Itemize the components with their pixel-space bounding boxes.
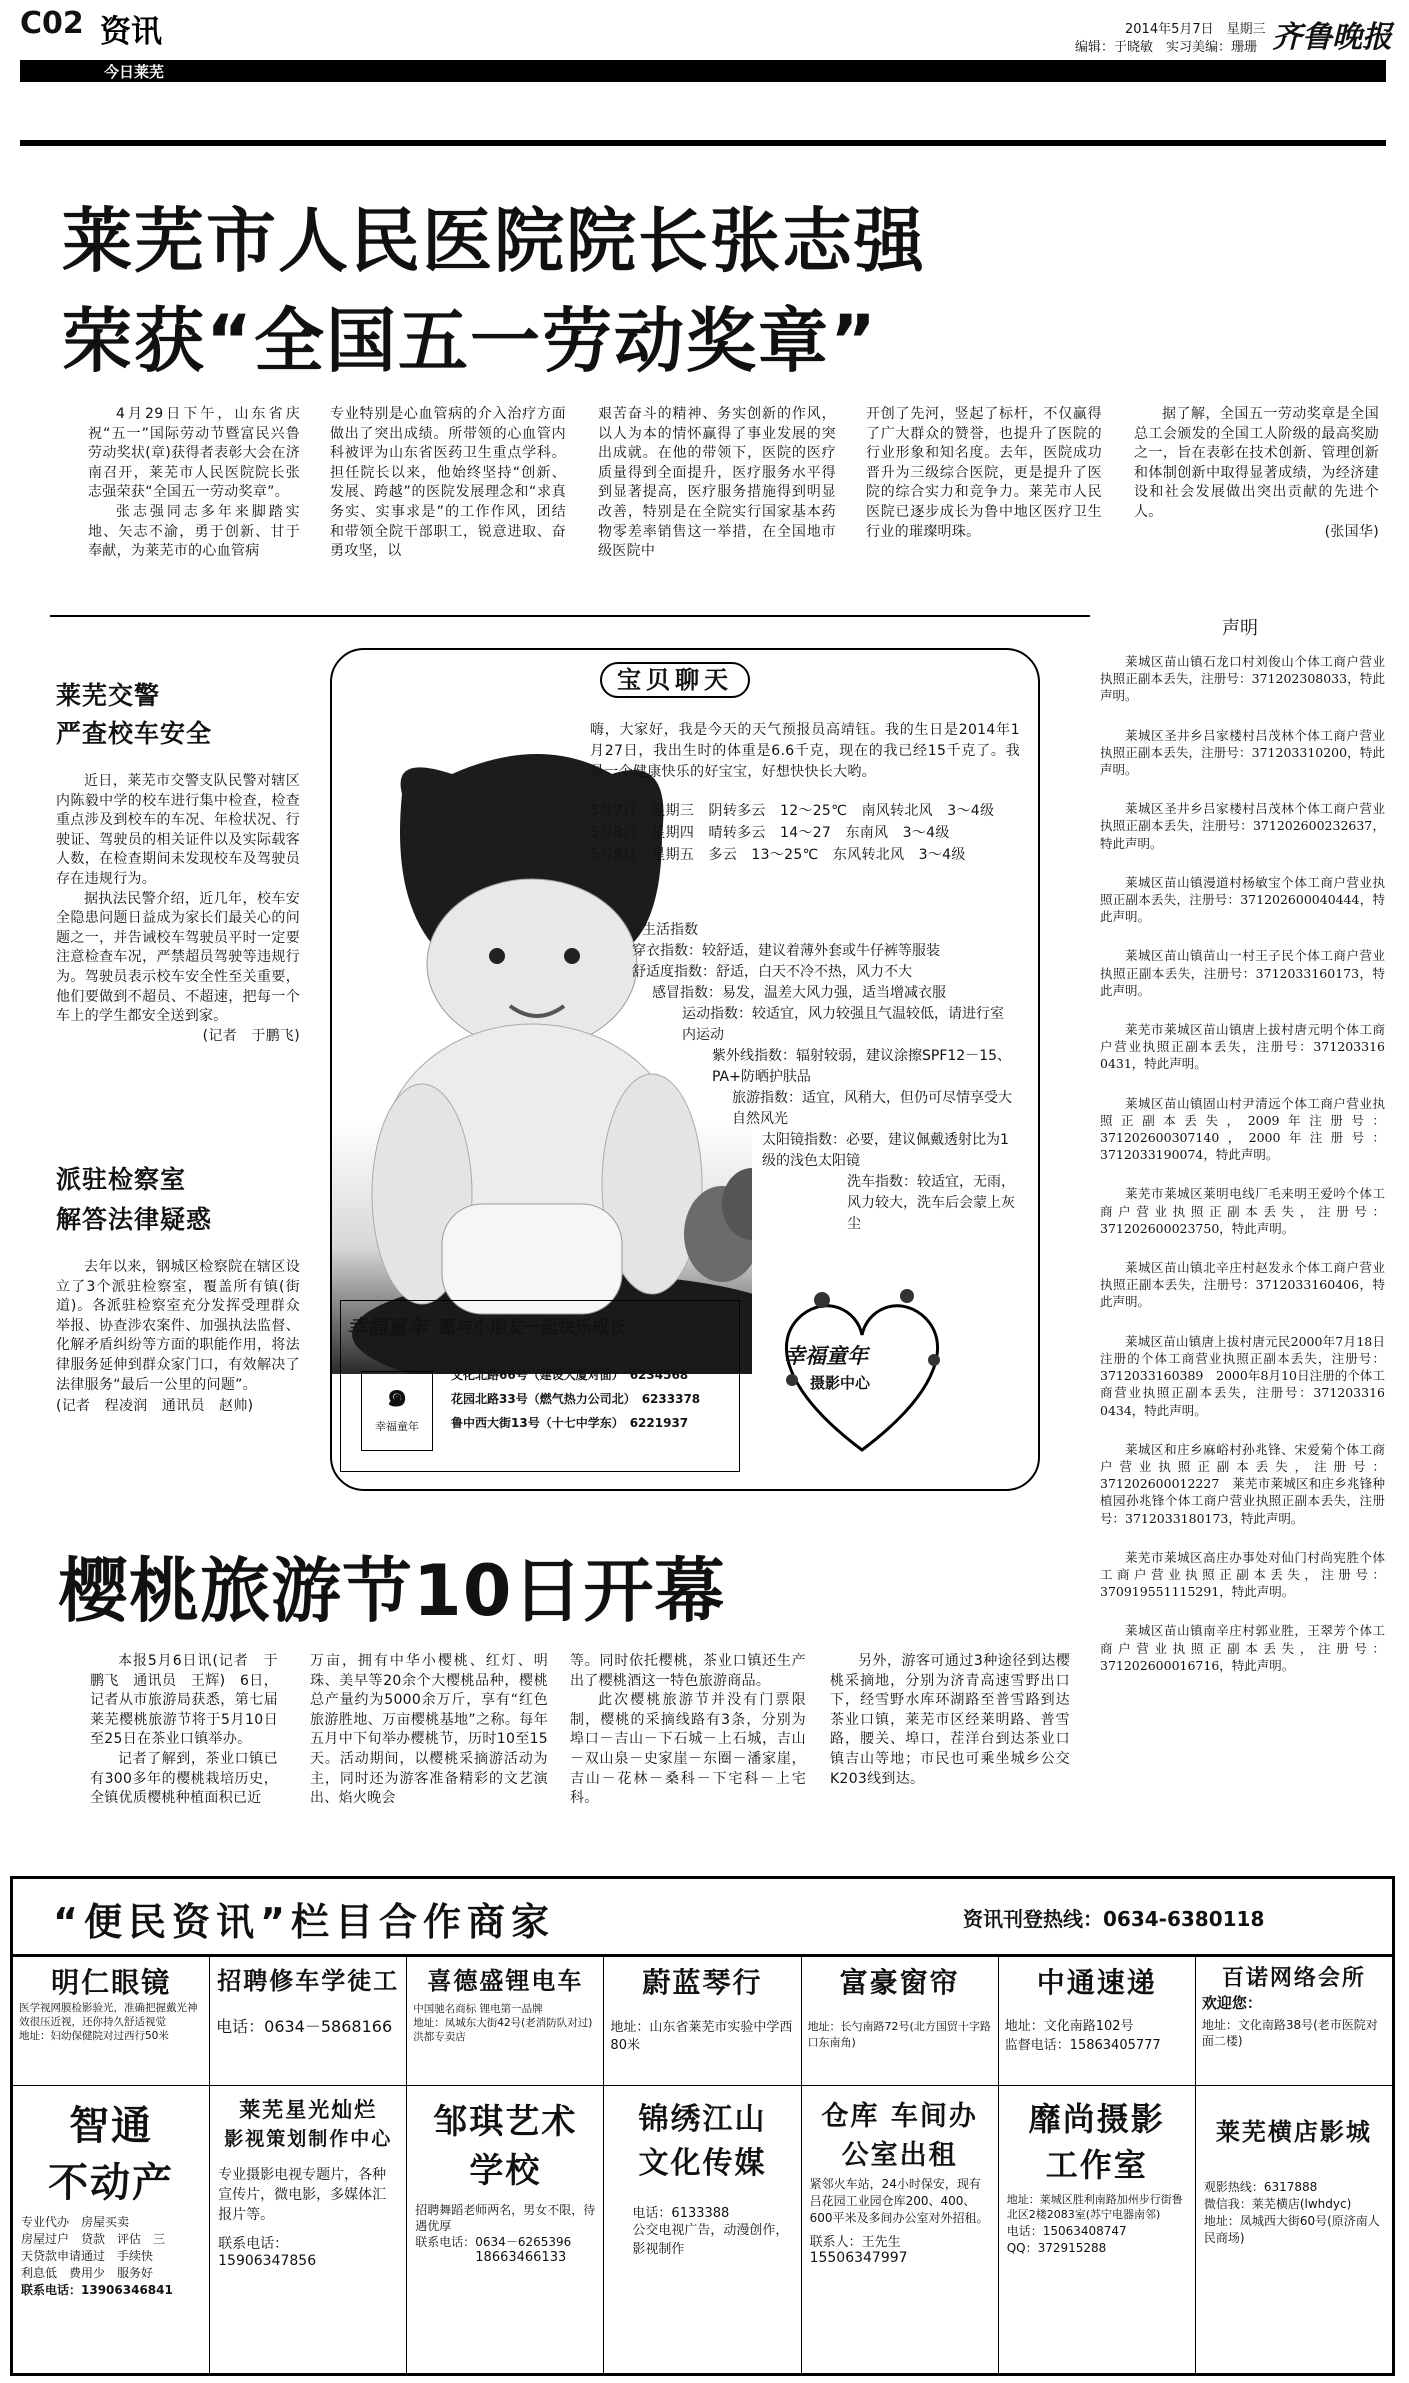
indices-title: 生活指数 — [642, 922, 698, 938]
byline: (记者 于鹏飞) — [202, 1027, 300, 1044]
notice-item: 莱芜市莱城区苗山镇唐上拔村唐元明个体工商户营业执照正副本丢失，注册号：371203316​0431，特此声明。 — [1100, 1022, 1385, 1072]
index-line: 感冒指数：易发，温差大风力强，适当增减衣服 — [652, 985, 946, 1001]
story-column-3: 等。同时依托樱桃，茶业口镇还生产出了樱桃酒这一特色旅游商品。 此次樱桃旅游节并没有门票限制，樱桃的采摘线路有3条，分别为埠口－吉山－下石城－上石城，吉山－双山泉－史家崖－东圈－潘家崖，吉山－花林－桑科－下宅科－上宅科。 — [570, 1653, 806, 1807]
notice-item: 莱城区苗山镇苗山一村王子民个体工商户营业执照正副本丢失，注册号：371203316​0173，特此声明。 — [1100, 948, 1385, 998]
weather-day: 5月8日 星期四 晴转多云 14～27 东南风 3～4级 — [590, 825, 950, 841]
notices-body — [1100, 653, 1385, 1837]
story-title: 莱芜交警 — [56, 681, 161, 710]
index-line: 太阳镜指数：必要，建议佩戴透射比为1级的浅色太阳镜 — [762, 1132, 1009, 1169]
ads-header: “便民资讯”栏目合作商家 — [53, 1900, 555, 1944]
ad-logo — [361, 1371, 433, 1451]
heart-icon — [762, 1270, 962, 1470]
photo-studio-ad — [340, 1300, 740, 1472]
notice-item: 莱城区苗山镇石龙口村刘俊山个体工商户营业执照正副本丢失，注册号：371202308033，特此声明。 — [1100, 654, 1385, 704]
notice-item: 莱城区圣井乡吕家楼村吕茂林个体工商户营业执照正副本丢失，注册号：3712026002326​37，特此声明。 — [1100, 801, 1385, 851]
notice-item: 莱城区圣井乡吕家楼村吕茂林个体工商户营业执照正副本丢失，注册号：371203310200，特此声明。 — [1100, 727, 1385, 778]
story-column-2: 专业特别是心血管病的介入治疗方面做出了突出成绩。所带领的心血管内科被评为山东省医药卫生重点学科。担任院长以来，他始终坚持“创新、发展、跨越”的医院发展理念和“求真务实、实事求是”的工作作风，团结和带领全院干部职工，锐意进取、奋勇攻坚，以 — [330, 406, 566, 560]
ad-bainuo: 百诺网络会所 欢迎您： 地址：文化南路38号(老市医院对面二楼) — [1201, 1966, 1378, 2048]
notice-item: 莱城区苗山镇唐上拔村唐元民2000年7月18日注册的个体工商营业执照正副本丢失，注册号：371203316​0389 2000年8月10日注册的个体工商营业执照正副本丢失，注册号：371203316​0434，特此声明。 — [1100, 1333, 1385, 1418]
notices-title: 声明 — [1222, 618, 1258, 639]
story-column-1: 4月29日下午，山东省庆祝“五一”国际劳动节暨富民兴鲁劳动奖状(章)获得者表彰大会在济南召开，莱芜市人民医院院长张志强荣获“全国五一劳动奖章”。 张志强同志多年来脚踏实地、矢志不渝，勇于创新、甘于奉献，为莱芜市的心血管病 — [88, 406, 300, 560]
page-number: C02 — [20, 6, 84, 41]
notice-item: 莱城区和庄乡麻峪村孙兆锋、宋爱菊个体工商户营业执照正副本丢失，注册号：371202600012227 莱芜市莱城区和庄乡兆锋种植园孙兆锋个体工商户营业执照正副本丢失，注册号：371203318​0173，特此声明。 — [1100, 1441, 1385, 1526]
ad-warehouse: 仓库 车间办 公室出租 紧邻火车站，24小时保安，现有吕花园工业园仓库200、400、600平米及多间办公室对外招租。 联系人：王先生 15506347997 — [802, 2086, 999, 2374]
ad-xidesheng: 喜德盛锂电车 中国驰名商标 锂电第一品牌 地址：凤城东大街42号(老消防队对过)洪都专卖店 — [407, 1955, 604, 2085]
ad-brand: 幸福童年 — [347, 1315, 427, 1339]
logo-mark: ๑ — [386, 1375, 408, 1415]
notice-item: 莱芜市莱城区莱明电线厂毛来明王爱吟个体工商户营业执照正副本丢失，注册号：371202600023750，特此声明。 — [1100, 1186, 1385, 1236]
ads-hotline: 资讯刊登热线：0634-6380118 — [963, 1907, 1265, 1931]
story-column-5: 据了解，全国五一劳动奖章是全国总工会颁发的全国工人阶级的最高奖励之一，旨在表彰在技术创新、管理创新和体制创新中取得显著成绩，为经济建设和社会发展做出突出贡献的先进个人。 (张国华) — [1134, 405, 1379, 595]
notice-item: 莱城区苗山镇固山村尹清远个体工商户营业执照正副本丢失，2009年注册号：371202600307140，2000年注册号：371203319​0074，特此声明。 — [1100, 1095, 1385, 1163]
logo-text: 幸福童年 — [375, 1420, 419, 1433]
notice-item: 莱城区苗山镇北辛庄村赵发永个体工商户营业执照正副本丢失，注册号：371203316​0406，特此声明。 — [1100, 1260, 1385, 1310]
ad-jinxiu: 锦绣江山 文化传媒 电话：6133388 公交电视广告，动漫创作，影视制作 — [604, 2086, 801, 2374]
rule — [20, 140, 1386, 146]
story-subtitle: 解答法律疑惑 — [56, 1205, 213, 1234]
story-column-4: 另外，游客可通过3种途径到达樱桃采摘地，分别为济青高速雪野出口下，经雪野水库环湖路至普雪路到达茶业口镇，莱芜市区经莱明路、普雪路，腰关、埠口，茬洋台到达茶业口镇吉山等地；市民也可乘坐城乡公交K203线到达。 — [830, 1653, 1070, 1787]
ad-mishang: 靡尚摄影 工作室 地址：莱城区胜利南路加州步行街鲁北区2楼2083室(苏宁电器南邻) 电话：15063408747 QQ：372915288 — [999, 2086, 1196, 2374]
ad-apprentice: 招聘修车学徒工 电话：0634－5868166 — [210, 1955, 407, 2085]
subsection-label: 今日莱芜 — [104, 63, 165, 81]
baby-chat-title: 宝贝聊天 — [600, 662, 750, 698]
story-subtitle: 严查校车安全 — [56, 719, 213, 748]
headline-line-1: 莱芜市人民医院院长张志强 — [62, 200, 926, 282]
ad-addresses: 文化北路66号（建设大厦对面） 6234568 花园北路33号（燃气热力公司北） 6233378 鲁中西大街13号（十七中学东） 6221937 — [451, 1368, 701, 1430]
index-line: 洗车指数：较适宜，无雨，风力较大，洗车后会蒙上灰尘 — [847, 1174, 1015, 1232]
notice-item: 莱芜市莱城区高庄办事处对仙门村尚宪胜个体工商户营业执照正副本丢失，注册号：370919551115291，特此声明。 — [1100, 1549, 1385, 1600]
headline-line-2: 荣获“全国五一劳动奖章” — [62, 300, 879, 382]
ads-row-1 — [13, 1955, 1392, 2085]
section-label: 资讯 — [100, 14, 162, 50]
story-column-3: 艰苦奋斗的精神、务实创新的作风，以人为本的情怀赢得了事业发展的突出成就。在他的带领下，医院的医疗质量得到全面提升，医疗服务水平得到显著提高，医疗服务措施得到明显改善，特别是在全院实行国家基本药物零差率销售这一举措，在全国地市级医院中 — [598, 406, 836, 560]
byline: (张国华) — [1324, 523, 1379, 540]
weather-forecast — [590, 800, 1020, 910]
heart-logo — [762, 1270, 962, 1470]
index-line: 舒适度指数：舒适，白天不冷不热，风力不大 — [632, 964, 912, 980]
ad-xingguang: 莱芜星光灿烂 影视策划制作中心 专业摄影电视专题片，各种宣传片，微电影，多媒体汇报片等。 联系电话： 15906347856 — [210, 2086, 407, 2374]
ad-mingren: 明仁眼镜 医学视网膜检影验光，准确把握戴光神效很压近视，还你持久舒适视觉 地址：妇幼保健院对过西行50米 — [13, 1955, 210, 2085]
index-line: 紫外线指数：辐射较弱，建议涂擦SPF12－15、PA+防晒护肤品 — [712, 1048, 1012, 1085]
subsection-bar — [20, 60, 1386, 82]
divider — [50, 615, 1090, 617]
story-body: 近日，莱芜市交警支队民警对辖区内陈毅中学的校车进行集中检查，检查重点涉及到校车的车况、年检状况、行驶证、驾驶员的相关证件以及实际载客人数，在检查期间未发现校车及驾驶员存在违规行为。 据执法民警介绍，近几年，校车安全隐患问题日益成为家长们最关心的问题之一，并告诫校车驾驶员平时一定要注意检查车况，严禁超员驾驶等违规行为。驾驶员表示校车安全性至关重要，他们要做到不超员、不超速，把每一个车上的学生都安全送到家。 (记者 于鹏飞) — [56, 772, 300, 1112]
newspaper-logo: 齐鲁晚报 — [1272, 20, 1392, 55]
index-line: 运动指数：较适宜，风力较强且气温较低，请进行室内运动 — [682, 1006, 1004, 1043]
weather-day: 5月9日 星期五 多云 13～25℃ 东风转北风 3～4级 — [590, 847, 966, 863]
heart-sub: 摄影中心 — [810, 1374, 871, 1392]
life-indices — [582, 920, 1017, 1260]
ads-row-2 — [13, 2086, 1392, 2374]
issue-date: 2014年5月7日 星期三 — [1125, 22, 1266, 37]
ad-zouqi: 邹琪艺术 学校 招聘舞蹈老师两名，男女不限，待遇优厚 联系电话：0634－6265396 18663466133 — [407, 2086, 604, 2374]
notice-item: 莱城区苗山镇南辛庄村郭业胜，王翠芳个体工商户营业执照正副本丢失，注册号：371202600016716，特此声明。 — [1100, 1623, 1385, 1673]
heart-brand: 幸福童年 — [784, 1344, 868, 1368]
story-body: 去年以来，钢城区检察院在辖区设立了3个派驻检察室，覆盖所有镇(街道)。各派驻检察室充分发挥受理群众举报、协查涉农案件、加强执法监督、化解矛盾纠纷等方面的职能作用，将法律服务延伸到群众家门口，有效解决了法律服务“最后一公里的问题”。 (记者 程凌润 通讯员 赵帅) — [56, 1258, 300, 1488]
notice-item: 莱城区苗山镇漫道村杨敏宝个体工商户营业执照正副本丢失，注册号：371202600040444，特此声明。 — [1100, 874, 1385, 925]
story-title: 派驻检察室 — [56, 1165, 187, 1194]
baby-intro: 嗨，大家好，我是今天的天气预报员高靖钰。我的生日是2014年1月27日，我出生时的体重是6.6千克，现在的我已经15千克了。我是一个健康快乐的好宝宝，好想快快长大哟。 — [590, 722, 1020, 780]
byline: (记者 程凌润 通讯员 赵帅) — [56, 1398, 254, 1415]
ad-zhongtong: 中通速递 地址：文化南路102号 监督电话：15863405777 — [999, 1955, 1196, 2085]
ad-weilan: 蔚蓝琴行 地址：山东省莱芜市实验中学西80米 — [604, 1955, 801, 2085]
story-column-4: 开创了先河，竖起了标杆，不仅赢得了广大群众的赞誉，也提升了医院的行业形象和知名度。去年，医院成功晋升为三级综合医院，更是提升了医院的综合实力和竞争力。莱芜市人民医院已逐步成长为鲁中地区医疗卫生行业的璀璨明珠。 — [866, 406, 1102, 540]
ad-slogan: 愿与小朋友一起快乐成长 — [439, 1318, 626, 1338]
editor-credit: 编辑：于晓敏 实习美编：珊珊 — [1075, 40, 1258, 55]
ad-hengdian: 莱芜横店影城 观影热线：6317888 微信我：莱芜横店(lwhdyc) 地址：凤城西大街60号(原济南人民商场) — [1203, 2118, 1380, 2245]
index-line: 穿衣指数：较舒适，建议着薄外套或牛仔裤等服装 — [632, 943, 940, 959]
weather-day: 5月7日 星期三 阴转多云 12～25℃ 南风转北风 3～4级 — [590, 803, 995, 819]
story-headline: 樱桃旅游节10日开幕 — [58, 1550, 726, 1632]
index-line: 旅游指数：适宜，风稍大，但仍可尽情享受大自然风光 — [732, 1090, 1012, 1127]
ad-zhitong: 智通 不动产 专业代办 房屋买卖 房屋过户 贷款 评估 三 天贷款申请通过 手续快 利息低 费用少 服务好 联系电话：13906346841 — [13, 2086, 210, 2374]
story-column-2: 万亩，拥有中华小樱桃、红灯、明珠、美早等20余个大樱桃品种，樱桃总产量约为5000余万斤，享有“红色旅游胜地、万亩樱桃基地”之称。每年五月中下旬举办樱桃节，历时10至15天。活动期间，以樱桃采摘游活动为主，同时还为游客准备精彩的文艺演出、焰火晚会 — [310, 1653, 548, 1807]
story-column-1: 本报5月6日讯(记者 于鹏飞 通讯员 王辉) 6日，记者从市旅游局获悉，第七届莱芜樱桃旅游节将于5月10日至25日在茶业口镇举办。 记者了解到，茶业口镇已有300多年的樱桃栽培历史，全镇优质樱桃种植面积已近 — [90, 1653, 278, 1807]
ad-fuhao: 富豪窗帘 地址：长勺南路72号(北方国贸十字路口东南角) — [802, 1955, 999, 2085]
baby-chat-box — [330, 648, 1040, 1491]
